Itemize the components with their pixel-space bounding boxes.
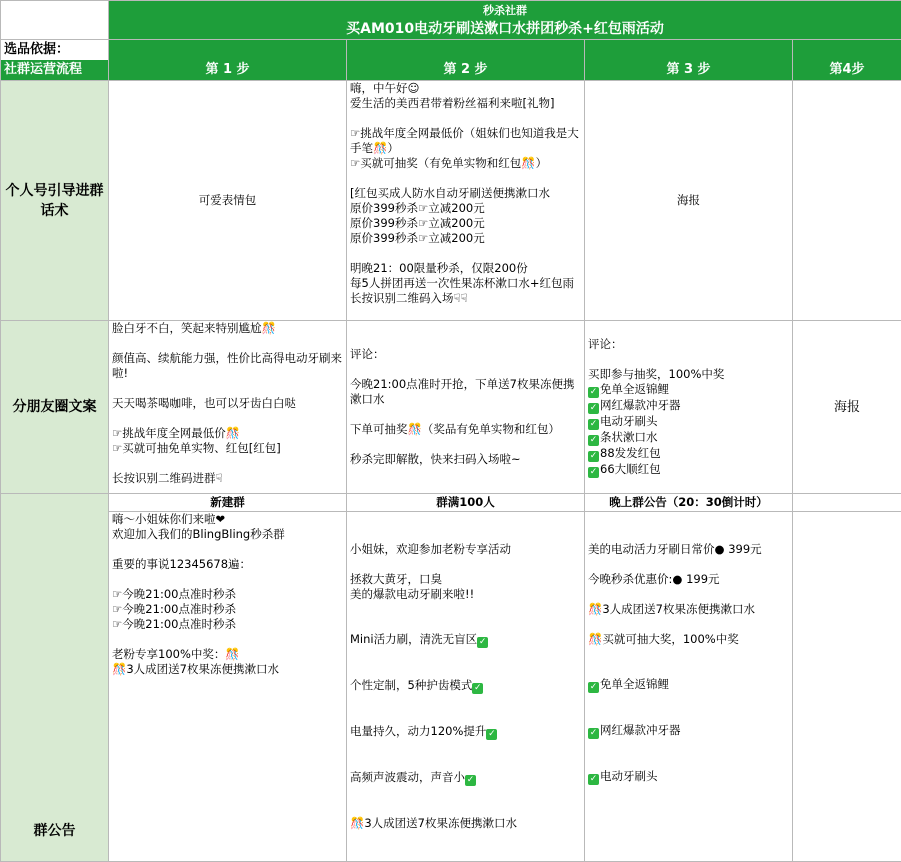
step-header-1: 第 1 步: [109, 40, 347, 81]
moments-step2: 评论： 今晚21:00点准时开抢，下单送7枚果冻便携漱口水 下单可抽奖🎊（奖品有免单实物和红包） 秒杀完即解散，快来扫码入场啦~: [347, 321, 585, 494]
personal-step4: [793, 81, 901, 321]
prize-item: ✓ 电动牙刷头: [588, 414, 789, 430]
subheader-blank: [793, 494, 901, 512]
prize-item: ✓ 条状漱口水: [588, 430, 789, 446]
personal-step1: 可爱表情包: [109, 81, 347, 321]
check-icon: ✓: [588, 419, 599, 430]
prize-item: ✓ 网红爆款冲牙器: [588, 723, 789, 739]
prize-item: ✓ 免单全返锦鲤: [588, 382, 789, 398]
check-icon: ✓: [477, 637, 488, 648]
moments-step3: [585, 321, 793, 494]
feature-item: 个性定制，5种护齿模式 ✓: [350, 678, 581, 694]
feature-item: 高频声波震动，声音小 ✓: [350, 770, 581, 786]
step-header-3: 第 3 步: [585, 40, 793, 81]
check-icon: ✓: [588, 403, 599, 414]
left-header-line2: 社群运营流程: [1, 60, 108, 80]
check-icon: ✓: [472, 683, 483, 694]
corner-blank-2: [1, 20, 109, 40]
step-header-4: 第4步: [793, 40, 901, 81]
personal-step3: 海报: [585, 81, 793, 321]
subheader-night-notice: 晚上群公告（20：30倒计时）: [585, 494, 793, 512]
moments-step1: 脸白牙不白，笑起来特别尴尬🎊 颜值高、续航能力强，性价比高得电动牙刷来啦! 天天喝茶喝咖啡，也可以牙齿白白哒 ☞挑战年度全网最低价🎊 ☞买就可抽免单实物、红包[红包] 长按识别二维码进群☟: [109, 321, 347, 494]
check-icon: ✓: [465, 775, 476, 786]
row-label-moments: 分朋友圈文案: [1, 321, 109, 494]
moments-step3-list: [588, 382, 789, 478]
banner-subtitle: 买AM010电动牙刷送漱口水拼团秒杀+红包雨活动: [109, 20, 901, 40]
row-label-personal: 个人号引导进群话术: [1, 81, 109, 321]
prize-item: ✓ 66大顺红包: [588, 462, 789, 478]
announce-step1: 嗨～小姐妹你们来啦❤ 欢迎加入我们的BlingBling秒杀群 重要的事说12345678遍： ☞今晚21:00点准时秒杀 ☞今晚21:00点准时秒杀 ☞今晚21:00点准时秒杀 老粉专享100%中奖：🎊 🎊3人成团送7枚果冻便携漱口水: [109, 512, 347, 862]
check-icon: ✓: [588, 451, 599, 462]
subheader-new-group: 新建群: [109, 494, 347, 512]
check-icon: ✓: [588, 435, 599, 446]
row-label-announce: 群公告: [1, 494, 109, 862]
check-icon: ✓: [588, 774, 599, 785]
announce-step2: [347, 512, 585, 862]
announce-step3: [585, 512, 793, 862]
left-header: [1, 40, 109, 81]
prize-item: ✓ 88发发红包: [588, 446, 789, 462]
subheader-group-full: 群满100人: [347, 494, 585, 512]
feature-item: 电量持久，动力120%提升 ✓: [350, 724, 581, 740]
feature-item: Mini活力刷，清洗无盲区 ✓: [350, 632, 581, 648]
check-icon: ✓: [588, 387, 599, 398]
check-icon: ✓: [588, 682, 599, 693]
check-icon: ✓: [588, 728, 599, 739]
announce-step2-intro: 小姐妹，欢迎参加老粉专享活动 拯救大黄牙，口臭 美的爆款电动牙刷来啦!!: [350, 542, 581, 602]
announce-step2-outro: 🎊3人成团送7枚果冻便携漱口水: [350, 816, 581, 831]
corner-blank: [1, 1, 109, 20]
moments-step3-intro: 评论： 买即参与抽奖，100%中奖: [588, 337, 789, 382]
moments-step4: 海报: [793, 321, 901, 494]
announce-step3-intro: 美的电动活力牙刷日常价● 399元 今晚秒杀优惠价:● 199元 🎊3人成团送7枚果冻便携漱口水 🎊买就可抽大奖，100%中奖: [588, 542, 789, 647]
personal-step2: 嗨，中午好☺ 爱生活的美西君带着粉丝福利来啦[礼物] ☞挑战年度全网最低价（姐妹们也知道我是大手笔🎊） ☞买就可抽奖（有免单实物和红包🎊） [红包买成人防水自动牙刷送便携漱口水 原价399秒杀☞立减200元 原价399秒杀☞立减200元 原价399秒杀☞立减200元 明晚21：00限量秒杀，仅限200份 每5人拼团再送一次性果冻杯漱口水+红包雨 长按识别二维码入场☟☟: [347, 81, 585, 321]
announce-step4: [793, 512, 901, 862]
left-header-line1: 选品依据：: [1, 40, 108, 60]
prize-item: ✓ 网红爆款冲牙器: [588, 398, 789, 414]
check-icon: ✓: [588, 467, 599, 478]
prize-item: ✓ 电动牙刷头: [588, 769, 789, 785]
prize-item: ✓ 免单全返锦鲤: [588, 677, 789, 693]
check-icon: ✓: [486, 729, 497, 740]
step-header-2: 第 2 步: [347, 40, 585, 81]
banner-title: 秒杀社群: [109, 1, 901, 20]
